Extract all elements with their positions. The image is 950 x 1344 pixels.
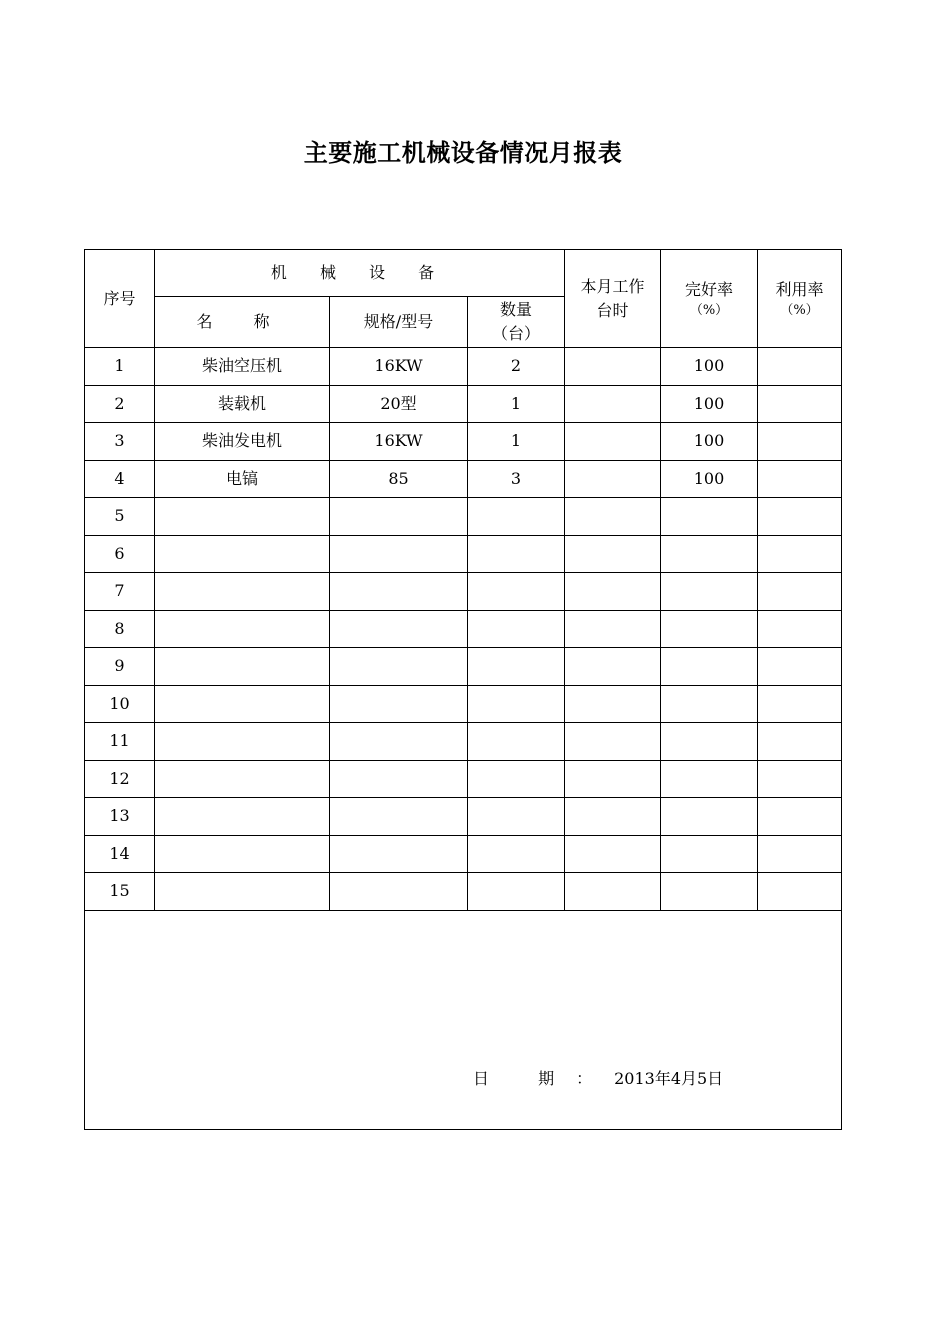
cell-hours (565, 685, 661, 723)
cell-util (758, 873, 842, 911)
table-row (85, 498, 842, 536)
cell-qty (468, 535, 565, 573)
cell-intact: 100 (661, 348, 758, 386)
header-quantity-line2: （台） (491, 324, 540, 343)
cell-seq: 2 (85, 385, 155, 423)
cell-qty: 3 (468, 460, 565, 498)
cell-hours (565, 648, 661, 686)
cell-intact: 100 (661, 385, 758, 423)
cell-qty (468, 610, 565, 648)
cell-spec (330, 798, 468, 836)
cell-name (155, 760, 330, 798)
cell-spec: 16KW (330, 423, 468, 461)
cell-util (758, 723, 842, 761)
header-spec: 规格/型号 (330, 297, 468, 348)
cell-intact (661, 685, 758, 723)
cell-hours (565, 798, 661, 836)
cell-spec: 20型 (330, 385, 468, 423)
cell-name: 电镐 (155, 460, 330, 498)
header-utilization-rate-line2: （%） (780, 302, 819, 318)
cell-qty (468, 498, 565, 536)
cell-spec (330, 535, 468, 573)
cell-spec (330, 873, 468, 911)
footer-cell (85, 910, 842, 1129)
cell-hours (565, 760, 661, 798)
cell-util (758, 610, 842, 648)
cell-name (155, 610, 330, 648)
cell-intact (661, 873, 758, 911)
header-work-hours-line1: 本月工作 (580, 276, 645, 296)
cell-name (155, 685, 330, 723)
cell-qty (468, 648, 565, 686)
cell-util (758, 348, 842, 386)
cell-util (758, 385, 842, 423)
table-row (85, 835, 842, 873)
cell-util (758, 648, 842, 686)
cell-spec (330, 835, 468, 873)
cell-name (155, 498, 330, 536)
cell-hours (565, 873, 661, 911)
cell-name (155, 648, 330, 686)
table-row (85, 685, 842, 723)
cell-seq: 6 (85, 535, 155, 573)
header-utilization-rate-line1: 利用率 (775, 279, 824, 299)
cell-seq: 1 (85, 348, 155, 386)
cell-util (758, 685, 842, 723)
header-intact-rate-line1: 完好率 (684, 279, 733, 299)
date-line (473, 1067, 723, 1091)
cell-hours (565, 835, 661, 873)
cell-hours (565, 610, 661, 648)
cell-qty (468, 798, 565, 836)
footer-row (85, 910, 842, 1129)
date-label: 日 期： (473, 1068, 615, 1088)
cell-qty: 1 (468, 423, 565, 461)
cell-name (155, 535, 330, 573)
table-row (85, 385, 842, 423)
date-value: 2013年4月5日 (614, 1068, 724, 1088)
cell-seq: 13 (85, 798, 155, 836)
cell-qty: 2 (468, 348, 565, 386)
header-intact-rate (661, 250, 758, 348)
cell-seq: 9 (85, 648, 155, 686)
cell-intact (661, 760, 758, 798)
cell-seq: 8 (85, 610, 155, 648)
cell-name (155, 835, 330, 873)
cell-spec (330, 648, 468, 686)
cell-spec (330, 760, 468, 798)
header-quantity-line1: 数量 (499, 300, 532, 319)
cell-spec: 16KW (330, 348, 468, 386)
table-row (85, 873, 842, 911)
cell-qty (468, 685, 565, 723)
table-row (85, 648, 842, 686)
cell-util (758, 423, 842, 461)
cell-intact (661, 610, 758, 648)
cell-intact (661, 835, 758, 873)
cell-hours (565, 498, 661, 536)
cell-qty (468, 760, 565, 798)
cell-spec: 85 (330, 460, 468, 498)
cell-util (758, 760, 842, 798)
table-row (85, 573, 842, 611)
cell-seq: 10 (85, 685, 155, 723)
cell-name: 柴油发电机 (155, 423, 330, 461)
cell-hours (565, 535, 661, 573)
header-row-1 (85, 250, 842, 297)
header-work-hours (565, 250, 661, 348)
cell-intact: 100 (661, 460, 758, 498)
cell-util (758, 460, 842, 498)
cell-seq: 7 (85, 573, 155, 611)
cell-qty (468, 723, 565, 761)
cell-spec (330, 498, 468, 536)
cell-hours (565, 573, 661, 611)
cell-intact (661, 573, 758, 611)
cell-intact (661, 535, 758, 573)
cell-seq: 11 (85, 723, 155, 761)
table-row (85, 423, 842, 461)
cell-name (155, 873, 330, 911)
table-row (85, 535, 842, 573)
table-row (85, 348, 842, 386)
table-row (85, 798, 842, 836)
cell-seq: 12 (85, 760, 155, 798)
cell-util (758, 535, 842, 573)
cell-hours (565, 423, 661, 461)
cell-seq: 14 (85, 835, 155, 873)
cell-intact (661, 723, 758, 761)
cell-util (758, 798, 842, 836)
cell-name (155, 573, 330, 611)
cell-name (155, 723, 330, 761)
table-row (85, 760, 842, 798)
cell-spec (330, 723, 468, 761)
table-row (85, 460, 842, 498)
cell-spec (330, 573, 468, 611)
cell-hours (565, 460, 661, 498)
cell-intact: 100 (661, 423, 758, 461)
cell-spec (330, 685, 468, 723)
cell-intact (661, 648, 758, 686)
cell-intact (661, 498, 758, 536)
table-row (85, 610, 842, 648)
cell-name: 柴油空压机 (155, 348, 330, 386)
cell-util (758, 573, 842, 611)
header-work-hours-line2: 台时 (596, 300, 629, 320)
cell-util (758, 835, 842, 873)
table-row (85, 723, 842, 761)
header-intact-rate-line2: （%） (689, 302, 729, 318)
cell-spec (330, 610, 468, 648)
cell-name (155, 798, 330, 836)
header-name: 名 称 (155, 297, 330, 348)
cell-qty (468, 573, 565, 611)
equipment-report-table (84, 249, 842, 1130)
header-equipment-group: 机 械 设 备 (155, 250, 565, 297)
cell-hours (565, 723, 661, 761)
cell-hours (565, 385, 661, 423)
cell-qty (468, 835, 565, 873)
cell-intact (661, 798, 758, 836)
header-seq: 序号 (85, 250, 155, 348)
cell-seq: 15 (85, 873, 155, 911)
cell-seq: 3 (85, 423, 155, 461)
cell-seq: 5 (85, 498, 155, 536)
cell-qty: 1 (468, 385, 565, 423)
cell-hours (565, 348, 661, 386)
cell-name: 装载机 (155, 385, 330, 423)
page-title: 主要施工机械设备情况月报表 (303, 139, 623, 167)
cell-qty (468, 873, 565, 911)
cell-seq: 4 (85, 460, 155, 498)
header-quantity (468, 297, 565, 348)
header-utilization-rate (758, 250, 842, 348)
cell-util (758, 498, 842, 536)
